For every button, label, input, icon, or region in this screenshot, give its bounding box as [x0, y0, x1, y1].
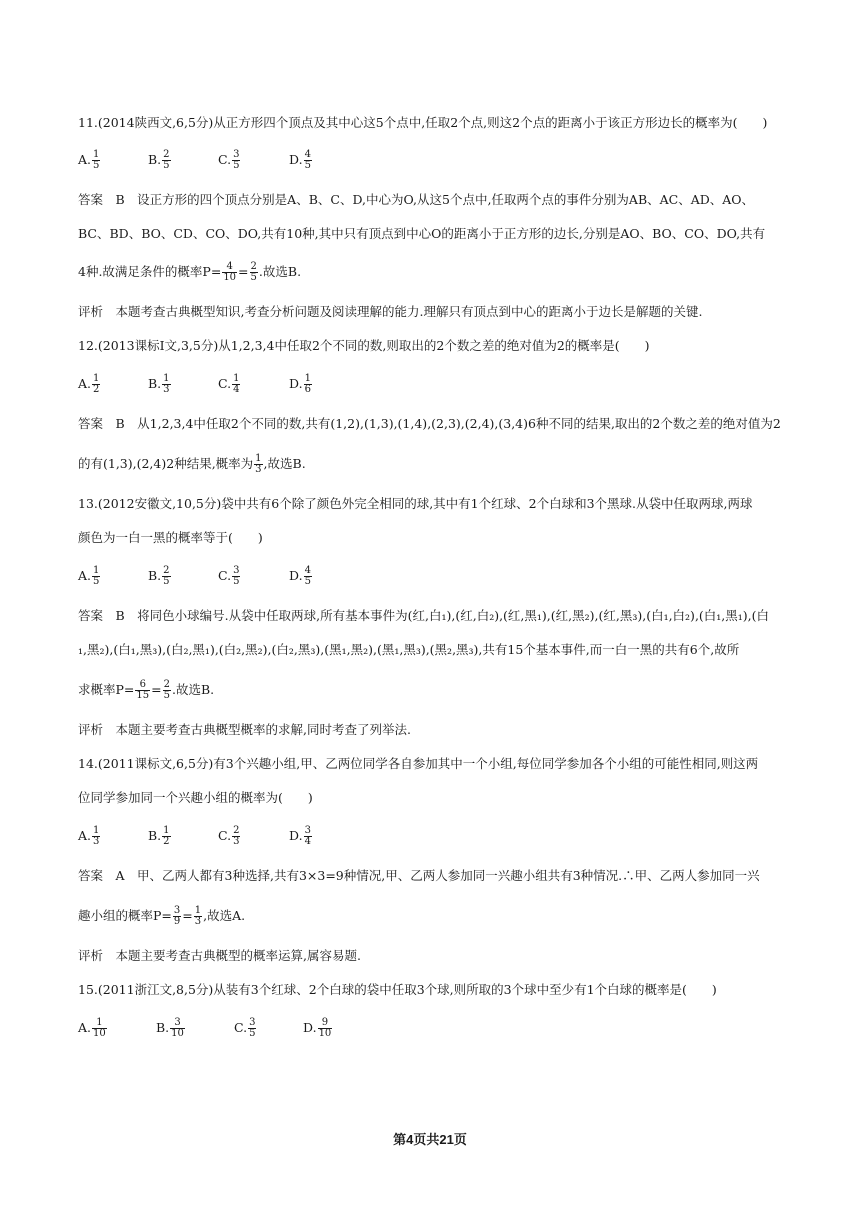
q13-stem-line1: 13.(2012安徽文,10,5分)袋中共有6个除了颜色外完全相同的球,其中有1个红球、2个白球和3个黑球.从袋中任取两球,两球	[78, 496, 753, 511]
q13-answer-line2: ₁,黑₂),(白₁,黑₃),(白₂,黑₁),(白₂,黑₂),(白₂,黑₃),(黑₁,黑₂),(黑₁,黑₃),(黑₂,黑₃),共有15个基本事件,而一白一黑的共有6个,故所	[78, 642, 740, 657]
q11-answer-line3: 4种.故满足条件的概率P= $\frac{4}{10}$ = $\frac{2}{5}$ .故选B.	[78, 261, 302, 283]
q14-analysis: 评析 本题主要考查古典概型的概率运算,属容易题.	[78, 948, 361, 963]
q13-answer-line1: 答案 B 将同色小球编号.从袋中任取两球,所有基本事件为(红,白₁),(红,白₂),(红,黑₁),(红,黑₂),(红,黑₃),(白₁,白₂),(白₁,黑₁),(白	[78, 608, 770, 623]
q11-option-b: B. $\frac{2}{5}$	[148, 149, 170, 171]
q15-stem: 15.(2011浙江文,8,5分)从装有3个红球、2个白球的袋中任取3个球,则所取的3个球中至少有1个白球的概率是( )	[78, 982, 717, 997]
q13-option-b: B. $\frac{2}{5}$	[148, 565, 170, 587]
q15-option-c: C. $\frac{3}{5}$	[234, 1017, 256, 1039]
q14-stem-line2: 位同学参加同一个兴趣小组的概率为( )	[78, 790, 313, 805]
q12-option-c: C. $\frac{1}{4}$	[218, 373, 240, 395]
page-number: 第4页共21页	[393, 1132, 467, 1147]
q12-option-d: D. $\frac{1}{6}$	[289, 373, 311, 395]
q14-option-c: C. $\frac{2}{3}$	[218, 825, 240, 847]
q11-option-d: D. $\frac{4}{5}$	[289, 149, 311, 171]
q11-answer-line1: 答案 B 设正方形的四个顶点分别是A、B、C、D,中心为O,从这5个点中,任取两个点的事件分别为AB、AC、AD、AO、	[78, 192, 755, 207]
q15-option-a: A. $\frac{1}{10}$	[78, 1017, 106, 1039]
q13-option-a: A. $\frac{1}{5}$	[78, 565, 100, 587]
q11-option-a: A. $\frac{1}{5}$	[78, 149, 100, 171]
q14-option-b: B. $\frac{1}{2}$	[148, 825, 170, 847]
q15-option-b: B. $\frac{3}{10}$	[156, 1017, 184, 1039]
q12-stem: 12.(2013课标Ⅰ文,3,5分)从1,2,3,4中任取2个不同的数,则取出的2个数之差的绝对值为2的概率是( )	[78, 338, 650, 353]
q14-answer-line1: 答案 A 甲、乙两人都有3种选择,共有3×3=9种情况,甲、乙两人参加同一兴趣小组共有3种情况.∴甲、乙两人参加同一兴	[78, 868, 760, 883]
q12-option-a: A. $\frac{1}{2}$	[78, 373, 100, 395]
q13-option-c: C. $\frac{3}{5}$	[218, 565, 240, 587]
q14-option-a: A. $\frac{1}{3}$	[78, 825, 100, 847]
q12-answer-line1: 答案 B 从1,2,3,4中任取2个不同的数,共有(1,2),(1,3),(1,4),(2,3),(2,4),(3,4)6种不同的结果,取出的2个数之差的绝对值为2	[78, 416, 781, 431]
q13-answer-line3: 求概率P= $\frac{6}{15}$ = $\frac{2}{5}$ .故选B.	[78, 679, 215, 701]
q14-answer-line2: 趣小组的概率P= $\frac{3}{9}$ = $\frac{1}{3}$ ,故选A.	[78, 905, 246, 927]
q13-stem-line2: 颜色为一白一黑的概率等于( )	[78, 530, 263, 545]
q11-analysis: 评析 本题考查古典概型知识,考查分析问题及阅读理解的能力.理解只有顶点到中心的距离小于边长是解题的关键.	[78, 304, 703, 319]
q15-option-d: D. $\frac{9}{10}$	[303, 1017, 332, 1039]
q12-answer-line2: 的有(1,3),(2,4)2种结果,概率为 $\frac{1}{3}$ ,故选B.	[78, 453, 306, 475]
q14-option-d: D. $\frac{3}{4}$	[289, 825, 311, 847]
q13-option-d: D. $\frac{4}{5}$	[289, 565, 311, 587]
q12-option-b: B. $\frac{1}{3}$	[148, 373, 170, 395]
q11-stem: 11.(2014陕西文,6,5分)从正方形四个顶点及其中心这5个点中,任取2个点,则这2个点的距离小于该正方形边长的概率为( )	[78, 115, 768, 130]
q13-analysis: 评析 本题主要考查古典概型概率的求解,同时考查了列举法.	[78, 722, 411, 737]
q14-stem-line1: 14.(2011课标文,6,5分)有3个兴趣小组,甲、乙两位同学各自参加其中一个小组,每位同学参加各个小组的可能性相同,则这两	[78, 756, 759, 771]
q11-option-c: C. $\frac{3}{5}$	[218, 149, 240, 171]
q11-answer-line2: BC、BD、BO、CD、CO、DO,共有10种,其中只有顶点到中心O的距离小于正方形的边长,分别是AO、BO、CO、DO,共有	[78, 226, 766, 241]
